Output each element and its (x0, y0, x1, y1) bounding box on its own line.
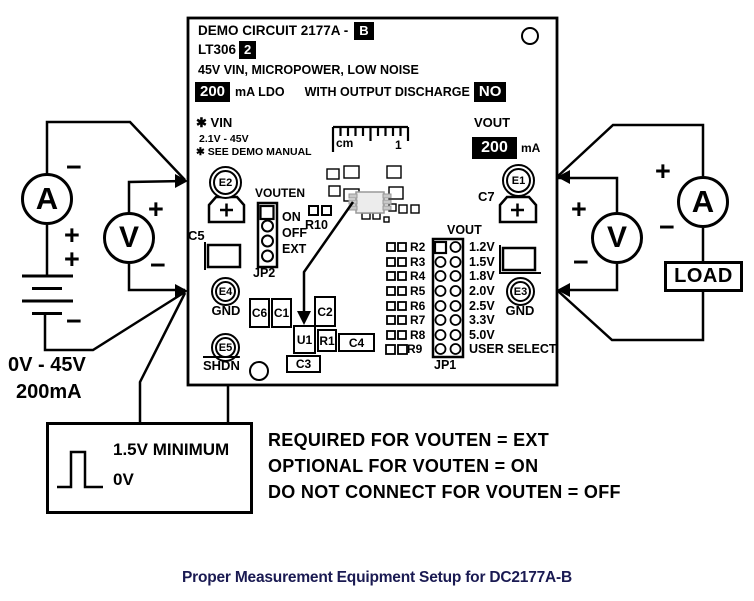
voltmeter-output-plus: + (571, 194, 587, 224)
gnd-right-label: GND (505, 303, 535, 318)
voltmeter-input-plus: + (148, 194, 164, 224)
component-c6: C6 (249, 298, 270, 328)
board-description-text: 45V VIN, MICROPOWER, LOW NOISE (198, 63, 419, 77)
jp2-title: VOUTEN (255, 186, 306, 200)
load-box: LOAD (664, 261, 743, 292)
jp1-row-r2: R2 (410, 240, 426, 254)
component-r1: R1 (317, 329, 337, 352)
note-optional-on: OPTIONAL FOR VOUTEN = ON (268, 456, 539, 476)
pulse-baseline-label: 0V (113, 470, 134, 489)
terminal-e2-vin[interactable]: E2 (209, 166, 242, 199)
pulse-amplitude-label: 1.5V MINIMUM (113, 440, 230, 459)
ammeter-output-plus: + (655, 156, 671, 186)
note-required-ext: REQUIRED FOR VOUTEN = EXT (268, 430, 550, 450)
jp1-row-r8: R8 (410, 328, 426, 342)
voltmeter-input-minus: − (150, 250, 166, 280)
r10-label: R10 (305, 218, 328, 232)
asterisk-icon: ✱ (196, 146, 205, 158)
jp1-row-r3: R3 (410, 255, 426, 269)
board-title-text: DEMO CIRCUIT 2177A - (198, 23, 349, 39)
board-title-line3 (198, 63, 419, 77)
board-title-line4 (195, 82, 506, 102)
ammeter-output: A (677, 176, 729, 228)
jp1-option-user-select[interactable]: USER SELECT (469, 342, 557, 356)
jp1-label: JP1 (434, 358, 457, 372)
ammeter-input: A (21, 173, 73, 225)
vout-unit-label: mA (521, 140, 541, 155)
jp1-option-1v8[interactable]: 1.8V (469, 269, 495, 283)
current-rating-badge: 200 (195, 82, 230, 102)
terminal-e3-gnd[interactable]: E3 (506, 277, 535, 306)
component-c4: C4 (338, 333, 375, 352)
jp1-title: VOUT (447, 223, 482, 237)
ruler-mark-label: 1 (395, 138, 402, 152)
shdn-label: SHDN (203, 358, 240, 373)
lt3062-chip-icon (349, 192, 391, 213)
ammeter-input-plus: + (64, 220, 80, 250)
jp2-option-off[interactable]: OFF (282, 226, 307, 240)
jp1-row-r9: R9 (407, 342, 423, 356)
asterisk-icon: ✱ (196, 115, 207, 130)
component-u1: U1 (293, 325, 316, 354)
jp1-row-r6: R6 (410, 299, 426, 313)
component-c3: C3 (286, 355, 321, 373)
jp1-option-5v0[interactable]: 5.0V (469, 328, 495, 342)
jp2-label: JP2 (253, 266, 276, 280)
discharge-text: WITH OUTPUT DISCHARGE (304, 85, 470, 100)
jp2-option-on[interactable]: ON (282, 210, 301, 224)
supply-current-label: 200mA (16, 381, 82, 403)
voltmeter-output: V (591, 212, 643, 264)
terminal-e5-shdn[interactable]: E5 (211, 333, 240, 362)
jp1-row-r5: R5 (410, 284, 426, 298)
jp1-option-1v2[interactable]: 1.2V (469, 240, 495, 254)
component-c1: C1 (271, 298, 292, 328)
vin-note-label: ✱ SEE DEMO MANUAL (196, 146, 312, 158)
c7-label: C7 (478, 189, 495, 204)
revision-badge: B (354, 22, 373, 40)
board-title-line1 (198, 22, 374, 40)
ruler-unit-label: cm (336, 136, 354, 150)
discharge-badge: NO (474, 82, 507, 102)
jp1-row-r4: R4 (410, 269, 426, 283)
pulse-generator-box (46, 422, 253, 514)
note-do-not-connect-off: DO NOT CONNECT FOR VOUTEN = OFF (268, 482, 621, 502)
jp1-option-2v5[interactable]: 2.5V (469, 299, 495, 313)
board-title-line2 (198, 41, 256, 59)
part-suffix-badge: 2 (239, 41, 256, 59)
c5-label: C5 (188, 228, 205, 243)
jp1-option-3v3[interactable]: 3.3V (469, 313, 495, 327)
gnd-left-label: GND (211, 303, 241, 318)
vout-current-badge: 200 (472, 137, 517, 159)
vout-rating (472, 137, 540, 159)
battery-minus: − (66, 306, 82, 336)
vin-range-label: 2.1V - 45V (199, 133, 249, 145)
component-c2: C2 (314, 296, 336, 327)
jp1-row-r7: R7 (410, 313, 426, 327)
voltmeter-input: V (103, 212, 155, 264)
ammeter-input-minus: − (66, 152, 82, 182)
jp1-option-2v0[interactable]: 2.0V (469, 284, 495, 298)
part-number-text: LT306 (198, 42, 237, 58)
supply-range-label: 0V - 45V (8, 354, 86, 376)
jp2-option-ext[interactable]: EXT (282, 242, 307, 256)
voltmeter-output-minus: − (573, 247, 589, 277)
vout-label: VOUT (474, 115, 511, 130)
vin-label: ✱ VIN (196, 115, 233, 130)
terminal-e4-gnd[interactable]: E4 (211, 277, 240, 306)
ldo-text: mA LDO (235, 85, 285, 100)
ammeter-output-minus: − (659, 212, 675, 242)
battery-plus: + (64, 244, 80, 274)
terminal-e1-vout[interactable]: E1 (502, 164, 535, 197)
figure-caption: Proper Measurement Equipment Setup for DC2177A-B (181, 569, 573, 586)
jp1-option-1v5[interactable]: 1.5V (469, 255, 495, 269)
